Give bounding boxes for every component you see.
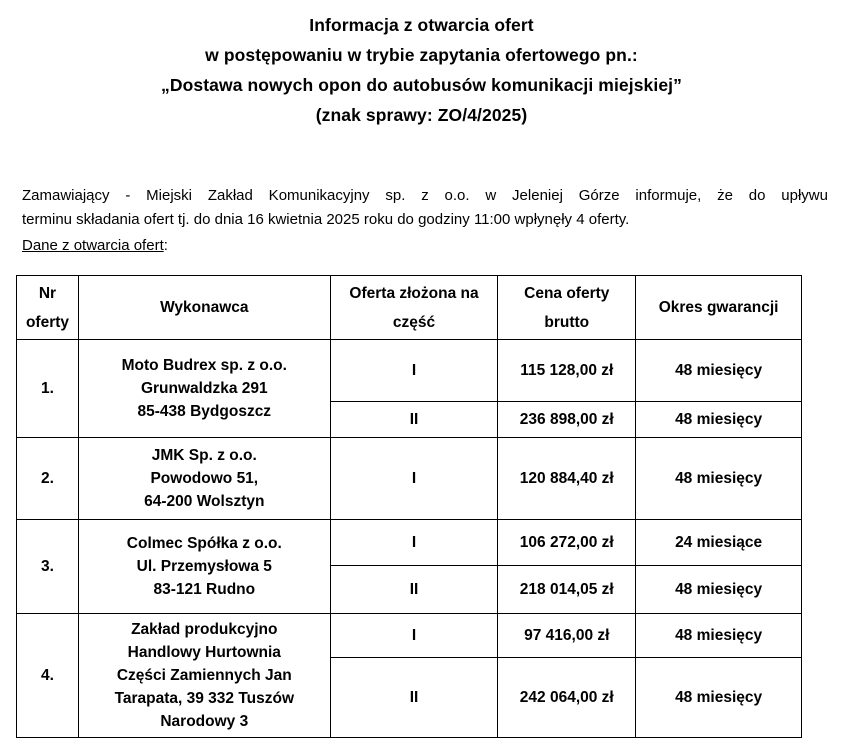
offer-number-cell: 1. — [17, 340, 79, 438]
offers-table-body — [17, 340, 802, 738]
contractor-line: Ul. Przemysłowa 5 — [136, 558, 272, 575]
price-cell: 97 416,00 zł — [498, 614, 636, 658]
intro-line-1: Zamawiający - Miejski Zakład Komunikacyjny sp. z o.o. w Jeleniej Górze informuje, że do upływu — [22, 187, 828, 204]
price-cell: 106 272,00 zł — [498, 520, 636, 566]
subheading-colon: : — [163, 237, 168, 254]
contractor-line: Grunwaldzka 291 — [140, 380, 268, 397]
warranty-cell: 48 miesięcy — [636, 614, 802, 658]
part-cell: II — [330, 658, 498, 738]
header-part — [330, 276, 498, 340]
subheading-opening-data: Dane z otwarcia ofert — [22, 237, 164, 254]
warranty-cell: 48 miesięcy — [636, 658, 802, 738]
offers-table — [16, 275, 802, 738]
header-contractor: Wykonawca — [78, 276, 330, 340]
contractor-cell — [78, 340, 330, 438]
heading-subject: „Dostawa nowych opon do autobusów komunikacji miejskiej” — [161, 75, 682, 95]
warranty-cell: 24 miesiące — [636, 520, 802, 566]
price-cell: 236 898,00 zł — [498, 402, 636, 438]
contractor-line: Tarapata, 39 332 Tuszów — [114, 690, 295, 707]
contractor-line: 64-200 Wolsztyn — [144, 493, 265, 510]
header-part-line2: część — [392, 313, 436, 331]
header-nr-line2: oferty — [25, 313, 70, 331]
offer-number-cell: 3. — [17, 520, 79, 614]
contractor-line: Narodowy 3 — [160, 713, 249, 730]
table-row — [17, 520, 802, 566]
part-cell: I — [330, 520, 498, 566]
table-row — [17, 340, 802, 402]
contractor-line: Handlowy Hurtownia — [127, 644, 281, 661]
header-nr-line1: Nr — [38, 284, 57, 302]
contractor-line: Powodowo 51, — [150, 470, 259, 487]
part-cell: II — [330, 566, 498, 614]
warranty-cell: 48 miesięcy — [636, 402, 802, 438]
table-row — [17, 438, 802, 520]
document-heading — [0, 10, 843, 130]
intro-line-2: terminu składania ofert tj. do dnia 16 kwietnia 2025 roku do godziny 11:00 wpłynęły 4 oferty. — [22, 211, 630, 228]
contractor-line: Moto Budrex sp. z o.o. — [121, 357, 287, 374]
contractor-line: Zakład produkcyjno — [131, 621, 278, 638]
price-cell: 115 128,00 zł — [498, 340, 636, 402]
contractor-line: 83-121 Rudno — [153, 581, 256, 598]
header-price — [498, 276, 636, 340]
offer-number-cell: 4. — [17, 614, 79, 738]
intro-paragraph — [22, 184, 828, 258]
subheading-row — [22, 232, 828, 258]
price-cell: 242 064,00 zł — [498, 658, 636, 738]
warranty-cell: 48 miesięcy — [636, 438, 802, 520]
part-cell: I — [330, 340, 498, 402]
header-part-line1: Oferta złożona na — [349, 284, 479, 302]
contractor-line: Colmec Spółka z o.o. — [126, 535, 282, 552]
contractor-line: 85-438 Bydgoszcz — [137, 403, 272, 420]
price-cell: 120 884,40 zł — [498, 438, 636, 520]
contractor-cell — [78, 438, 330, 520]
header-warranty: Okres gwarancji — [636, 276, 802, 340]
table-header-row — [17, 276, 802, 340]
part-cell: I — [330, 614, 498, 658]
contractor-line: JMK Sp. z o.o. — [151, 447, 257, 464]
part-cell: I — [330, 438, 498, 520]
header-price-line1: Cena oferty — [524, 284, 610, 302]
price-cell: 218 014,05 zł — [498, 566, 636, 614]
header-offer-number — [17, 276, 79, 340]
heading-procedure: w postępowaniu w trybie zapytania ofertowego pn.: — [205, 45, 638, 65]
table-row — [17, 614, 802, 658]
header-price-line2: brutto — [544, 313, 590, 331]
heading-title: Informacja z otwarcia ofert — [309, 15, 534, 35]
contractor-cell — [78, 520, 330, 614]
warranty-cell: 48 miesięcy — [636, 340, 802, 402]
contractor-line: Części Zamiennych Jan — [116, 667, 292, 684]
heading-case-number: (znak sprawy: ZO/4/2025) — [315, 105, 528, 125]
contractor-cell — [78, 614, 330, 738]
part-cell: II — [330, 402, 498, 438]
warranty-cell: 48 miesięcy — [636, 566, 802, 614]
offer-number-cell: 2. — [17, 438, 79, 520]
